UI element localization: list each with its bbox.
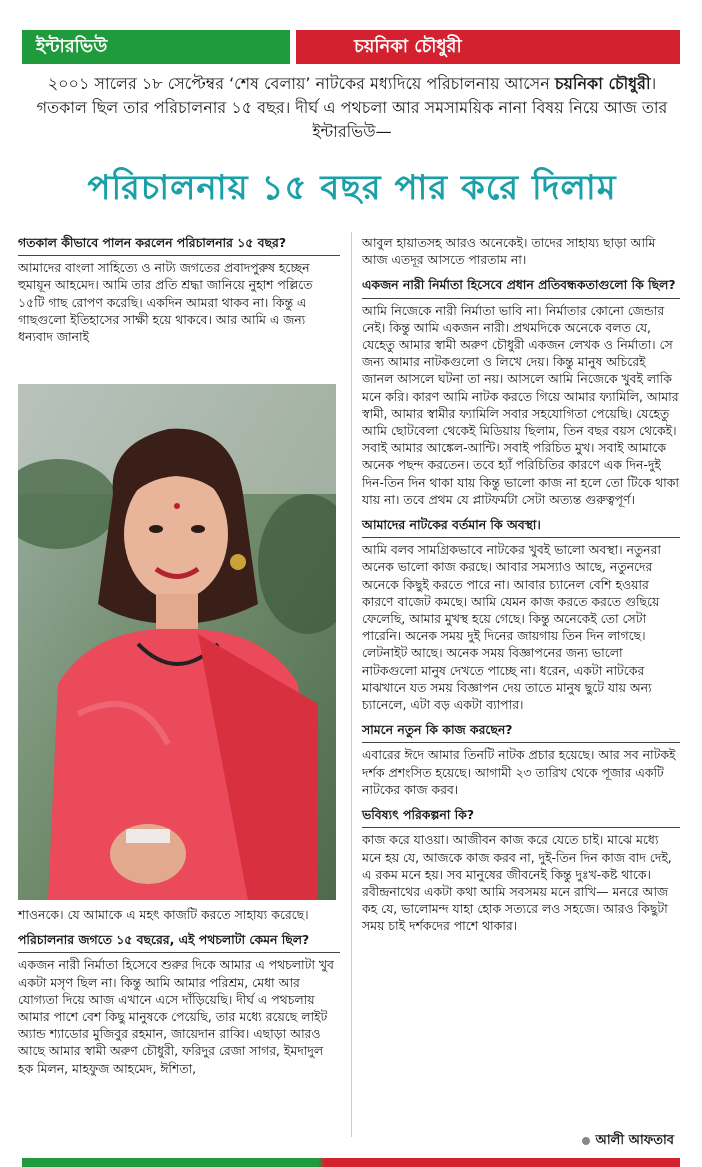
question-rule xyxy=(18,255,340,256)
question-rule xyxy=(362,742,680,743)
byline xyxy=(582,1131,674,1152)
intro-paragraph xyxy=(22,72,682,144)
intro-text-2: । গতকাল ছিল তার পরিচালনার ১৫ বছর। দীর্ঘ এ পথচলা আর সমসাময়িক নানা বিষয় নিয়ে আজ তার ইন্টারভিউ— xyxy=(36,74,668,141)
left-column xyxy=(18,234,340,353)
question-2: পরিচালনার জগতে ১৫ বছরের, এই পথচলাটা কেমন ছিল? xyxy=(18,932,310,948)
question-5: সামনে নতুন কি কাজ করছেন? xyxy=(362,722,513,738)
answer-2-continued: আবুল হায়াতসহ আরও অনেকেই। তাদের সাহায্য ছাড়া আমি আজ এতদূর আসতে পারতাম না। xyxy=(362,235,656,268)
subject-name-banner: চয়নিকা চৌধুরী xyxy=(296,30,680,64)
question-3: একজন নারী নির্মাতা হিসেবে প্রধান প্রতিবন্ধকতাগুলো কি ছিল? xyxy=(362,277,676,293)
bullet-icon xyxy=(582,1137,590,1145)
answer-5: এবারের ঈদে আমার তিনটি নাটক প্রচার হয়েছে। আর সব নাটকই দর্শক প্রশংসিত হয়েছে। আগামী ২৩ তারিখ থেকে পূজার একটি নাটকের কাজ করব। xyxy=(362,747,676,797)
question-rule xyxy=(362,298,680,299)
headline: পরিচালনায় ১৫ বছর পার করে দিলাম xyxy=(87,168,617,208)
answer-1-continued: শাওনকে। যে আমাকে এ মহৎ কাজটি করতে সাহায্য করেছে। xyxy=(18,907,309,922)
right-column xyxy=(362,234,680,943)
answer-6: কাজ করে যাওয়া। আজীবন কাজ করে যেতে চাই। মাঝে মধ্যে মনে হয় যে, আজকে কাজ করব না, দুই-তিন দিন কাজ বাদ দেই, এ রকম মনে হয়। সব মানুষের জীবনেই কিন্তু দুঃখ-কষ্ট থাকে। রবীন্দ্রনাথের একটা কথা আমি সবসময় মনে রাখি— মনরে আজ কহ যে, ভালোমন্দ যাহা হোক সত্যরে লও সহজে। আরও কিছুটা সময় চাই দর্শকদের পাশে থাকার। xyxy=(362,832,672,934)
question-6: ভবিষ্যৎ পরিকল্পনা কি? xyxy=(362,807,475,823)
question-4: আমাদের নাটকের বর্তমান কি অবস্থা। xyxy=(362,517,541,533)
column-divider xyxy=(351,232,352,1137)
footer-bar xyxy=(22,1158,680,1167)
answer-1: আমাদের বাংলা সাহিত্যে ও নাট্য জগতের প্রবাদপুরুষ হচ্ছেন হুমায়ূন আহমেদ। আমি তার প্রতি শ্রদ্ধা জানিয়ে নুহাশ পল্লিতে ১৫টি গাছ রোপণ করেছি। একদিন আমরা থাকব না। কিন্তু এ গাছগুলো ইতিহাসের সাক্ষী হয়ে থাকবে। আর আমি এ জন্য ধন্যবাদ জানাই xyxy=(18,260,313,345)
section-label: ইন্টারভিউ xyxy=(22,30,290,64)
intro-bold-name: চয়নিকা চৌধুরী xyxy=(554,74,651,93)
question-rule xyxy=(18,952,340,953)
portrait-photo xyxy=(18,384,336,900)
answer-3: আমি নিজেকে নারী নির্মাতা ভাবি না। নির্মাতার কোনো জেন্ডার নেই। কিন্তু আমি একজন নারী। প্রথমদিকে অনেকে বলত যে, যেহেতু আমার স্বামী অরুণ চৌধুরী একজন লেখক ও নির্মাতা। সে জন্য আমার নাটকগুলো ও লিখে দেয়। কিন্তু মানুষ অচিরেই জানল আসলে ঘটনা তা নয়। আসলে আমি নিজেকে খুবই লাকি মনে করি। কারণ আমি নাটক করতে গিয়ে আমার ফ্যামিলি, আমার স্বামী, আমার স্বামীর ফ্যামিলি সবার সহযোগিতা পেয়েছি। যেহেতু আমি ছোটবেলা থেকেই মিডিয়ায় ছিলাম, তিন বছর বয়স থেকেই। সবাই আমার আঙ্কেল-আন্টি। সবাই পরিচিত মুখ। সবাই আমাকে অনেক পছন্দ করতেন। তবে হ্যাঁ পরিচিতির কারণে এক দিন-দুই দিন-তিন দিন থাকা যায় কিন্তু ভালো কাজ না হলে তো টিকে থাকা যায় না। তবে প্রথম যে প্লাটফর্মটা সেটা অত্যন্ত গুরুত্বপূর্ণ। xyxy=(362,302,680,507)
question-rule xyxy=(362,827,680,828)
question-rule xyxy=(362,537,680,538)
answer-4: আমি বলব সামগ্রিকভাবে নাটকের খুবই ভালো অবস্থা। নতুনরা অনেক ভালো কাজ করছে। আবার সমস্যাও আছে, নতুনদের অনেকে কিছুই করতে পারে না। আবার চ্যানেল বেশি হওয়ার কারণে বাজেট কমছে। আমি যেমন কাজ করতে করতে গুছিয়ে ফেলেছি, আমার মুখস্থ হয়ে গেছে। কিন্তু অনেকেই তো সেটা পারেনি। অনেক সময় দুই দিনের জায়গায় তিন দিন লাগছে। লেটনাইট আছে। অনেক সময় বিজ্ঞাপনের জন্য ভালো নাটকগুলো মানুষ দেখতে পাচ্ছে না। ধরেন, একটা নাটকের মাঝখানে যত সময় বিজ্ঞাপন দেয় তাতে মানুষ ছুটে যায় অন্য চ্যানেলে, এটা বড় একটা ব্যাপার। xyxy=(362,542,661,713)
intro-text-1: ২০০১ সালের ১৮ সেপ্টেম্বর ‘শেষ বেলায়’ নাটকের মধ্যদিয়ে পরিচালনায় আসেন xyxy=(47,74,555,93)
portrait-illustration xyxy=(18,384,336,900)
byline-author: আলী আফতাব xyxy=(595,1133,674,1148)
answer-2: একজন নারী নির্মাতা হিসেবে শুরুর দিকে আমার এ পথচলাটা খুব একটা মসৃণ ছিল না। কিন্তু আমি আমার পরিশ্রম, মেধা আর যোগ্যতা দিয়ে আজ এখানে এসে দাঁড়িয়েছি। দীর্ঘ এ পথচলায় আমার পাশে বেশ কিছু মানুষকে পেয়েছি, তার মধ্যে রয়েছে লাইট অ্যান্ড শ্যাডোর মুজিবুর রহমান, জায়েদান রাব্বি। এছাড়া আরও আছে আমার স্বামী অরুণ চৌধুরী, ফরিদুর রেজা সাগর, ইমদাদুল হক মিলন, মাহফুজ আহমেদ, ঈশিতা, xyxy=(18,957,334,1076)
left-column-continued xyxy=(18,906,340,1085)
question-1: গতকাল কীভাবে পালন করলেন পরিচালনার ১৫ বছর? xyxy=(18,235,287,250)
